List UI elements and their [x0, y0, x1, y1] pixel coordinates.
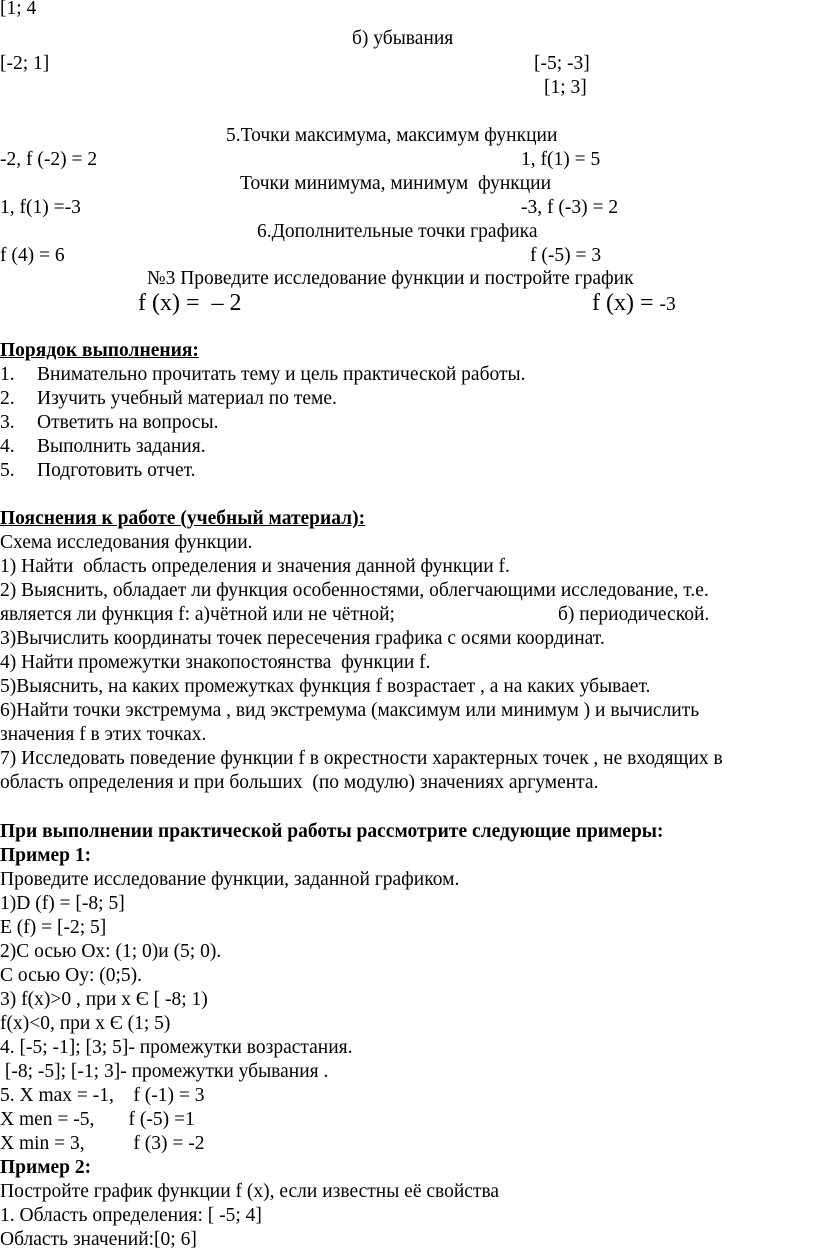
min-left: 1, f(1) =-3 [0, 197, 81, 218]
formula-left: f (x) = – 2 [138, 290, 242, 316]
example1-line: 4. [-5; -1]; [3; 5]- промежутки возрастания. [0, 1037, 353, 1058]
explanation-line: область определения и при больших (по модулю) значениях аргумента. [0, 772, 599, 793]
task3-title: №3 Проведите исследование функции и постройте график [147, 268, 634, 289]
explanation-line: 5)Выяснить, на каких промежутках функция f возрастает , а на каких убывает. [0, 676, 651, 697]
max-right: 1, f(1) = 5 [521, 149, 601, 170]
example1-line: С осью Oy: (0;5). [0, 965, 143, 986]
example2-title: Пример 2: [0, 1157, 92, 1178]
formula-right-value: -3 [659, 294, 676, 315]
example1-line: 3) f(x)>0 , при x Є [ -8; 1) [0, 989, 208, 1010]
explanation-line: б) периодической. [558, 604, 710, 625]
formula-right [592, 291, 676, 317]
interval-line: [1; 4 [0, 0, 37, 19]
example1-line: f(x)<0, при x Є (1; 5) [0, 1013, 171, 1034]
extra-points-title: 6.Дополнительные точки графика [257, 221, 538, 242]
decreasing-label: б) убывания [352, 28, 454, 49]
procedure-title: Порядок выполнения: [0, 340, 199, 361]
example1-line: Проведите исследование функции, заданной графиком. [0, 869, 460, 890]
explanation-line: значения f в этих точках. [0, 724, 207, 745]
example1-line: X min = 3, f (3) = -2 [0, 1133, 205, 1154]
example1-line: [-8; -5]; [-1; 3]- промежутки убывания . [0, 1061, 329, 1082]
min-right: -3, f (-3) = 2 [521, 197, 619, 218]
example1-line: 5. X max = -1, f (-1) = 3 [0, 1085, 205, 1106]
list-item-number: 4. [0, 436, 15, 457]
example2-line: Область значений:[0; 6] [0, 1229, 197, 1250]
example1-line: 2)С осью Ox: (1; 0)и (5; 0). [0, 941, 222, 962]
example2-line: Постройте график функции f (x), если известны её свойства [0, 1181, 500, 1202]
max-points-title: 5.Точки максимума, максимум функции [226, 125, 558, 146]
example1-title: Пример 1: [0, 845, 92, 866]
list-item-number: 5. [0, 460, 15, 481]
list-item-text: Выполнить задания. [37, 436, 206, 457]
extra-left: f (4) = 6 [0, 245, 65, 266]
explanation-line: 1) Найти область определения и значения данной функции f. [0, 556, 510, 577]
formula-right-fn: f (x) = [592, 290, 660, 316]
explanation-line: 4) Найти промежутки знакопостоянства функции f. [0, 652, 431, 673]
explanation-line: 3)Вычислить координаты точек пересечения графика с осями координат. [0, 628, 605, 649]
extra-right: f (-5) = 3 [530, 245, 602, 266]
explanations-title: Пояснения к работе (учебный материал): [0, 508, 366, 529]
example1-line: 1)D (f) = [-8; 5] [0, 893, 125, 914]
interval-left: [-2; 1] [0, 53, 50, 74]
list-item-text: Подготовить отчет. [37, 460, 196, 481]
list-item-number: 1. [0, 364, 15, 385]
example2-line: 1. Область определения: [ -5; 4] [0, 1205, 262, 1226]
example1-line: X men = -5, f (-5) =1 [0, 1109, 195, 1130]
max-left: -2, f (-2) = 2 [0, 149, 98, 170]
interval-right-2: [1; 3] [544, 77, 587, 98]
list-item-number: 2. [0, 388, 15, 409]
list-item-text: Внимательно прочитать тему и цель практической работы. [37, 364, 526, 385]
explanation-line: 2) Выяснить, обладает ли функция особенностями, облегчающими исследование, т.е. [0, 580, 709, 601]
min-points-title: Точки минимума, минимум функции [240, 173, 552, 194]
explanation-line: 7) Исследовать поведение функции f в окрестности характерных точек , не входящих в [0, 748, 723, 769]
list-item-number: 3. [0, 412, 15, 433]
explanation-line: Схема исследования функции. [0, 532, 253, 553]
explanation-line: 6)Найти точки экстремума , вид экстремума (максимум или минимум ) и вычислить [0, 700, 700, 721]
list-item-text: Изучить учебный материал по теме. [37, 388, 337, 409]
interval-right: [-5; -3] [534, 53, 590, 74]
examples-heading: При выполнении практической работы рассмотрите следующие примеры: [0, 821, 664, 842]
explanation-line: является ли функция f: а)чётной или не чётной; [0, 604, 395, 625]
example1-line: E (f) = [-2; 5] [0, 917, 107, 938]
list-item-text: Ответить на вопросы. [37, 412, 219, 433]
